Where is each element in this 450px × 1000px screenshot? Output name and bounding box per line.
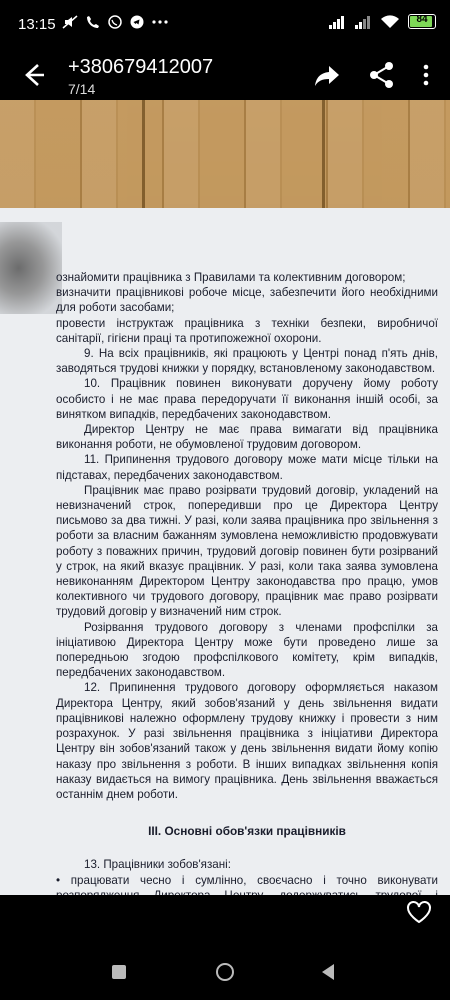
document-paragraph: 10. Працівник повинен виконувати доручену йому роботу особисто і не має права передоручати її виконання іншій особі, за винятком випадків, передбачених законодавством. [56,377,438,421]
document-paragraph: визначити працівникові робоче місце, забезпечити його необхідними для роботи засобами; [56,286,438,315]
status-time: 13:15 [18,16,56,33]
document-paragraph: 9. На всіх працівників, які працюють у Центрі понад п'ять днів, заводяться трудові книжки у порядку, встановленому законодавством. [56,347,438,376]
document-paragraph: 11. Припинення трудового договору може мати місце тільки на підставах, передбачених законодавством. [56,453,438,482]
forward-icon[interactable] [312,60,342,90]
image-counter: 7/14 [68,81,96,97]
favorite-heart-icon[interactable] [406,900,432,924]
phone-icon [86,15,100,29]
battery-icon [408,14,436,29]
document-paragraph: Директор Центру не має права вимагати від працівника виконання роботи, не обумовленої трудовим договором. [56,423,438,452]
back-arrow-icon[interactable] [18,60,48,90]
blurred-stamp [0,222,62,314]
wood-background [0,100,450,212]
document-text [56,270,438,933]
app-bar [0,50,450,100]
document-paragraph: 13. Працівники зобов'язані: [84,858,231,872]
more-notifications-icon [152,19,168,25]
document-photo[interactable] [0,100,450,895]
overflow-menu-icon[interactable] [418,60,434,90]
contact-title: +380679412007 [68,56,214,78]
telegram-icon [130,15,144,29]
share-icon[interactable] [368,60,396,90]
system-icons [328,14,436,29]
wifi-icon [380,15,400,29]
document-paragraph: 12. Припинення трудового договору оформляється наказом Директора Центру, який зобов'язаний у день звільнення видати працівникові належно оформлену трудову книжку і провести з ним розрахунок. У разі звільнення працівника з ініціативи Директора Центру він зобов'язаний також у день звільнення видати йому копію наказу про звільнення з роботи. В інших випадках звільнення копія наказу видається на вимогу працівника. День звільнення вважається останнім днем роботи. [56,681,438,801]
signal-icon-2 [354,15,372,29]
home-button[interactable] [216,963,234,981]
signal-icon [328,15,346,29]
document-paragraph: • працювати чесно і сумлінно, своєчасно і точно виконувати [56,873,438,887]
document-paragraph: Розірвання трудового договору з членами профспілки за ініціативою Директора Центру може бути проведено лише за попередньою згодою профспілкового комітету, крім випадків, передбачених законодавством. [56,620,438,680]
status-bar [0,0,450,50]
muted-icon [62,14,78,30]
notification-icons [62,14,168,30]
document-paragraph: Працівник має право розірвати трудовий договір, укладений на невизначений строк, попередивши про це Директора Центру письмово за два тижні. У разі, коли заява працівника про звільнення з роботи за власним бажанням зумовлена неможливістю продовжувати роботу з поважних причин, трудовий договір повинен бути розірваний у строк, на який вказує працівник. У разі, коли така заява зумовлена невиконанням Директором Центру законодавства про працю, умов колективного чи трудового договору, працівник має право розірвати трудовий договір у визначений ним строк. [56,483,438,619]
document-paragraph: ознайомити працівника з Правилами та колективним договором; [56,271,406,284]
section-heading: ІІІ. Основні обов'язки працівників [148,824,346,839]
recent-apps-button[interactable] [112,965,126,979]
battery-percent: 84 [416,14,428,25]
back-button[interactable] [322,964,334,980]
document-paragraph: провести інструктаж працівника з техніки безпеки, виробничої санітарії, гігієни праці та протипожежної охорони. [56,316,438,345]
viber-icon [108,15,122,29]
bottom-area [0,895,450,1000]
